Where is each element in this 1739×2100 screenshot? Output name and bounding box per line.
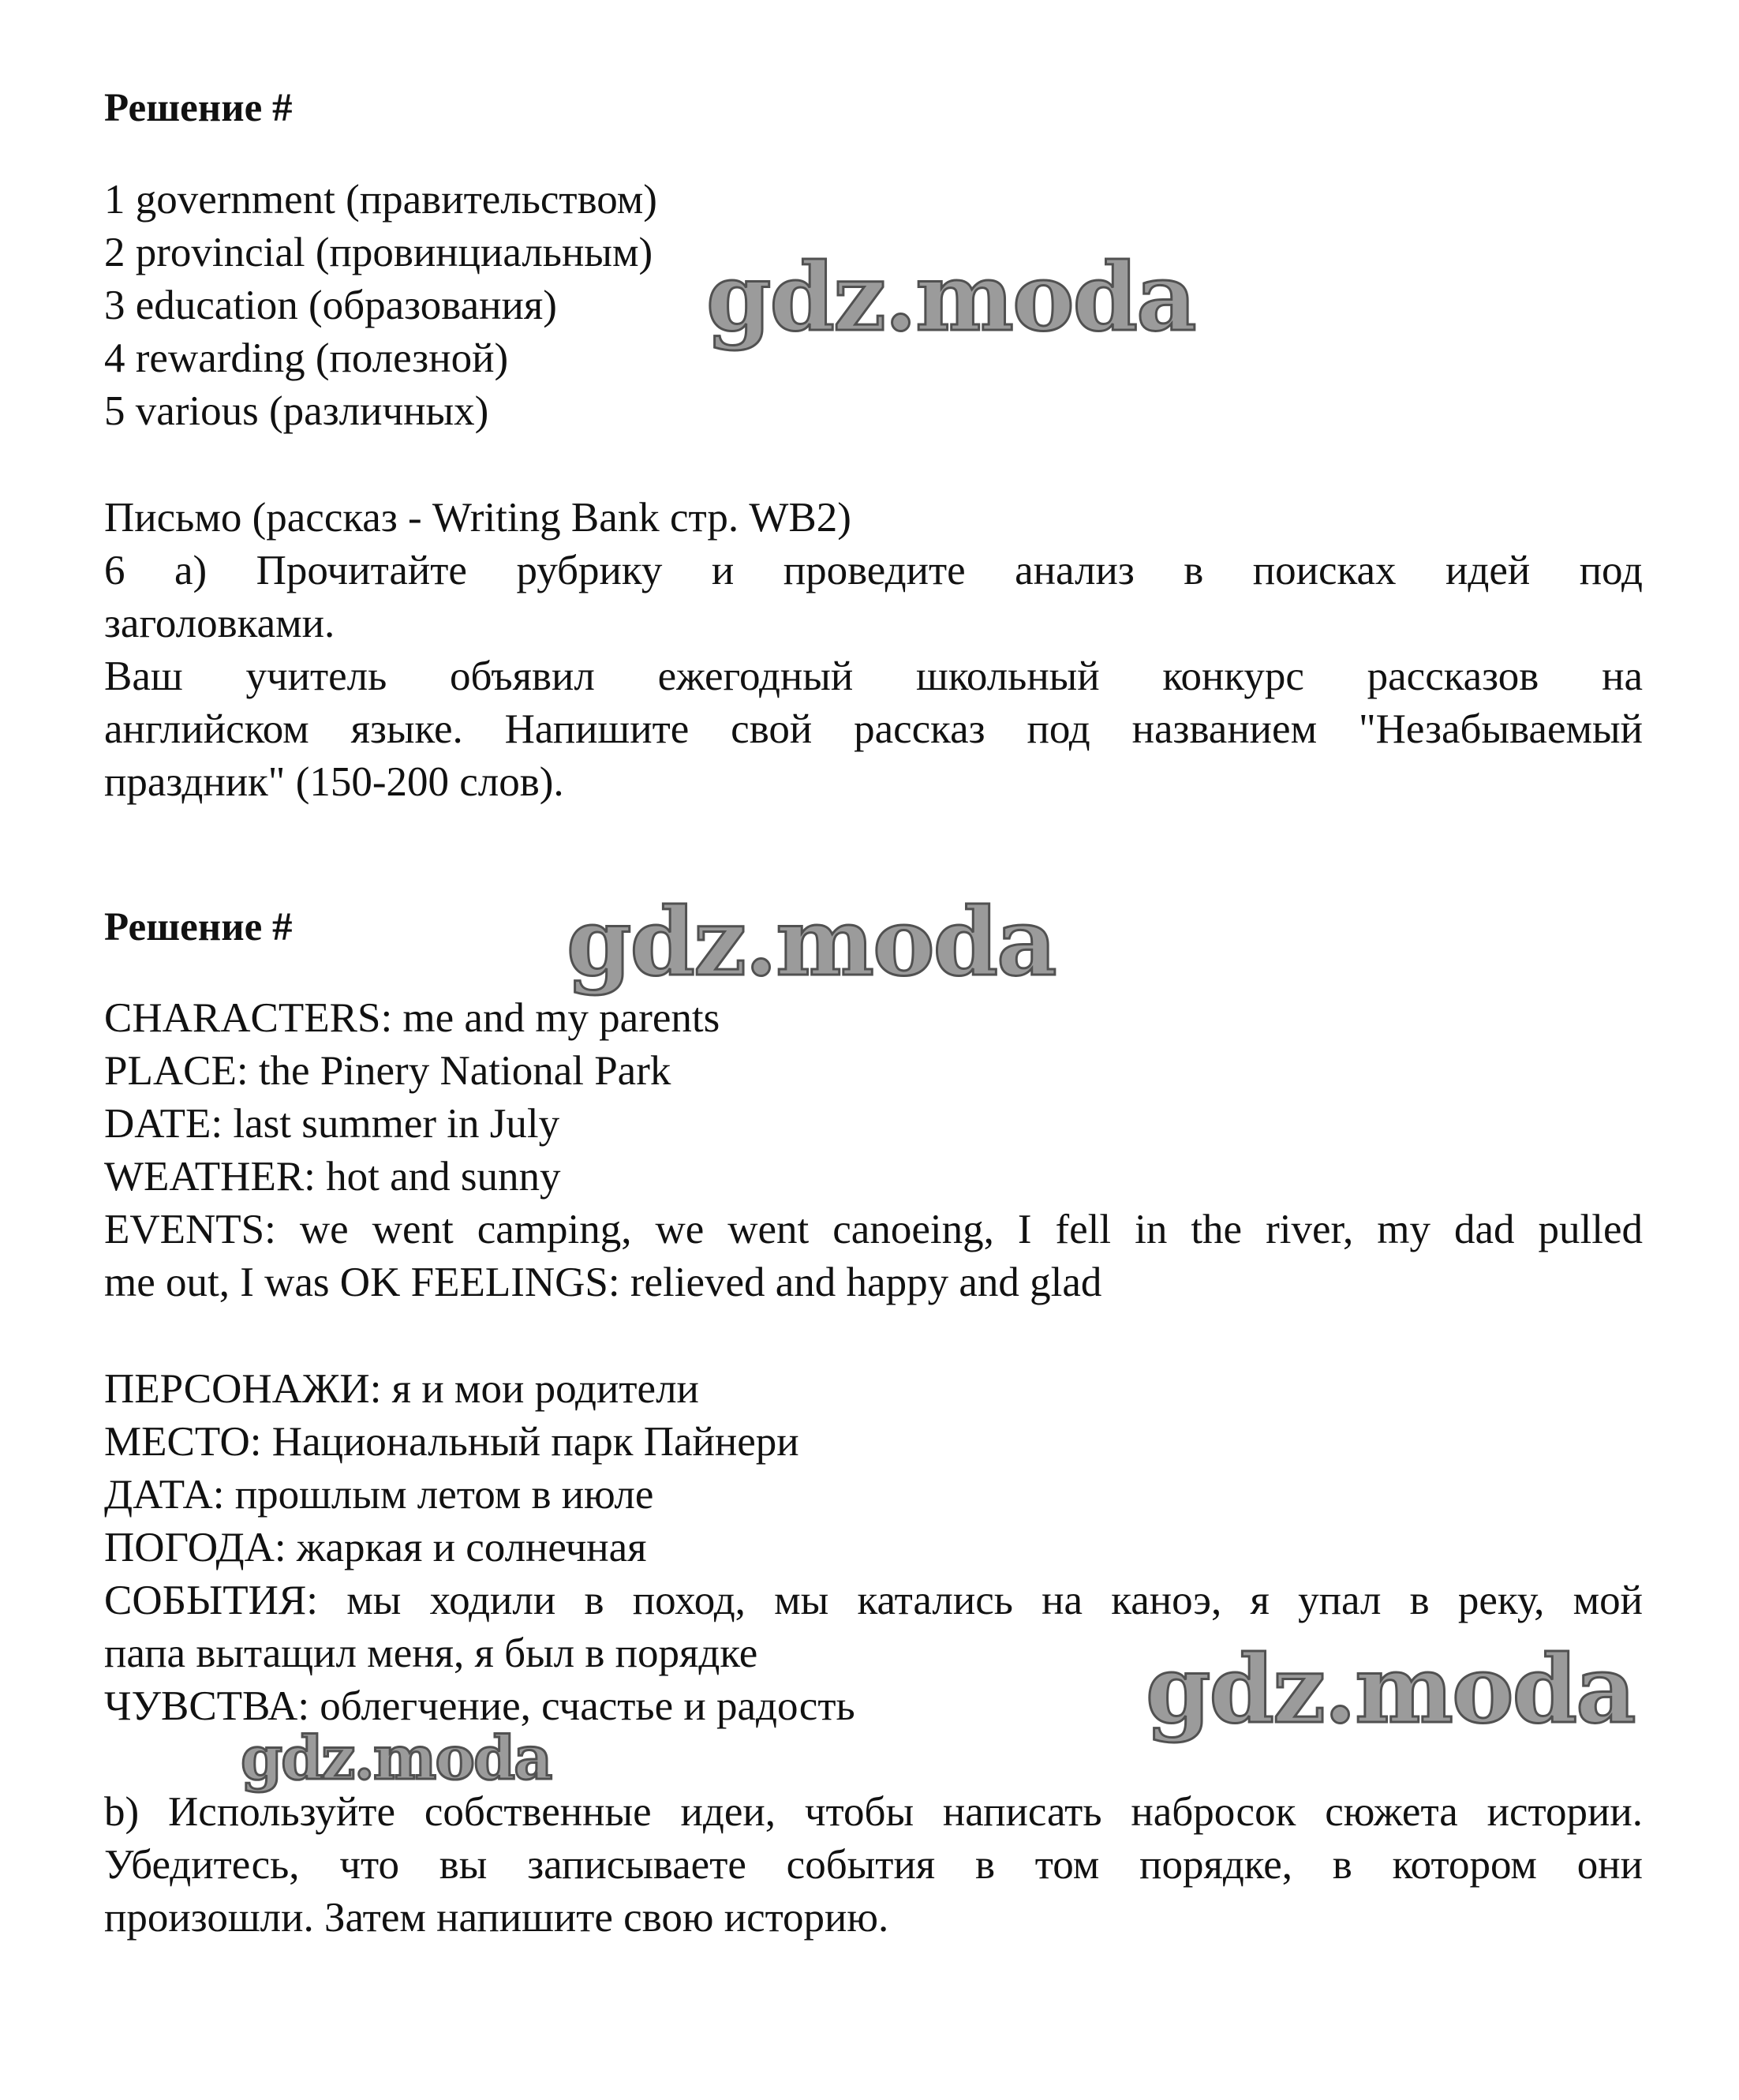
answer-line-5: 5 various (различных) bbox=[104, 388, 489, 434]
watermark-2: gdz.moda bbox=[567, 887, 1056, 997]
part-b-line-3: произошли. Затем напишите свою историю. bbox=[104, 1895, 889, 1941]
task-line-3: Ваш учитель объявил ежегодный школьный конкурс рассказов на bbox=[104, 653, 1643, 699]
answer-line-3: 3 education (образования) bbox=[104, 283, 557, 328]
writing-title: Письмо (рассказ - Writing Bank стр. WB2) bbox=[104, 495, 851, 541]
task-line-2: заголовками. bbox=[104, 601, 335, 646]
watermark-4: gdz.moda bbox=[241, 1723, 552, 1793]
english-line-3: DATE: last summer in July bbox=[104, 1101, 560, 1147]
part-b-line-1: b) Используйте собственные идеи, чтобы написать набросок сюжета истории. bbox=[104, 1789, 1643, 1835]
russian-line-1: ПЕРСОНАЖИ: я и мои родители bbox=[104, 1366, 699, 1412]
russian-line-4: ПОГОДА: жаркая и солнечная bbox=[104, 1525, 647, 1570]
task-line-4: английском языке. Напишите свой рассказ под названием "Незабываемый bbox=[104, 706, 1643, 752]
part-b-line-2: Убедитесь, что вы записываете события в том порядке, в котором они bbox=[104, 1842, 1643, 1888]
english-line-4: WEATHER: hot and sunny bbox=[104, 1154, 561, 1200]
english-line-1: CHARACTERS: me and my parents bbox=[104, 995, 720, 1041]
watermark-1: gdz.moda bbox=[706, 242, 1195, 352]
answer-line-4: 4 rewarding (полезной) bbox=[104, 335, 509, 381]
russian-line-6: папа вытащил меня, я был в порядке bbox=[104, 1630, 758, 1676]
task-line-5: праздник" (150-200 слов). bbox=[104, 759, 564, 805]
watermark-3: gdz.moda bbox=[1146, 1634, 1635, 1744]
russian-line-3: ДАТА: прошлым летом в июле bbox=[104, 1472, 654, 1518]
russian-line-2: МЕСТО: Национальный парк Пайнери bbox=[104, 1419, 799, 1465]
russian-line-7: ЧУВСТВА: облегчение, счастье и радость bbox=[104, 1683, 855, 1729]
solution-heading-2: Решение # bbox=[104, 905, 293, 949]
russian-line-5: СОБЫТИЯ: мы ходили в поход, мы катались на каноэ, я упал в реку, мой bbox=[104, 1578, 1643, 1623]
task-line-1: 6 а) Прочитайте рубрику и проведите анализ в поисках идей под bbox=[104, 548, 1643, 593]
english-line-2: PLACE: the Pinery National Park bbox=[104, 1048, 671, 1094]
english-line-6: me out, I was OK FEELINGS: relieved and happy and glad bbox=[104, 1260, 1102, 1305]
answer-line-1: 1 government (правительством) bbox=[104, 177, 657, 223]
answer-line-2: 2 provincial (провинциальным) bbox=[104, 230, 653, 275]
english-line-5: EVENTS: we went camping, we went canoeing, I fell in the river, my dad pulled bbox=[104, 1207, 1643, 1252]
solution-heading-1: Решение # bbox=[104, 86, 293, 130]
